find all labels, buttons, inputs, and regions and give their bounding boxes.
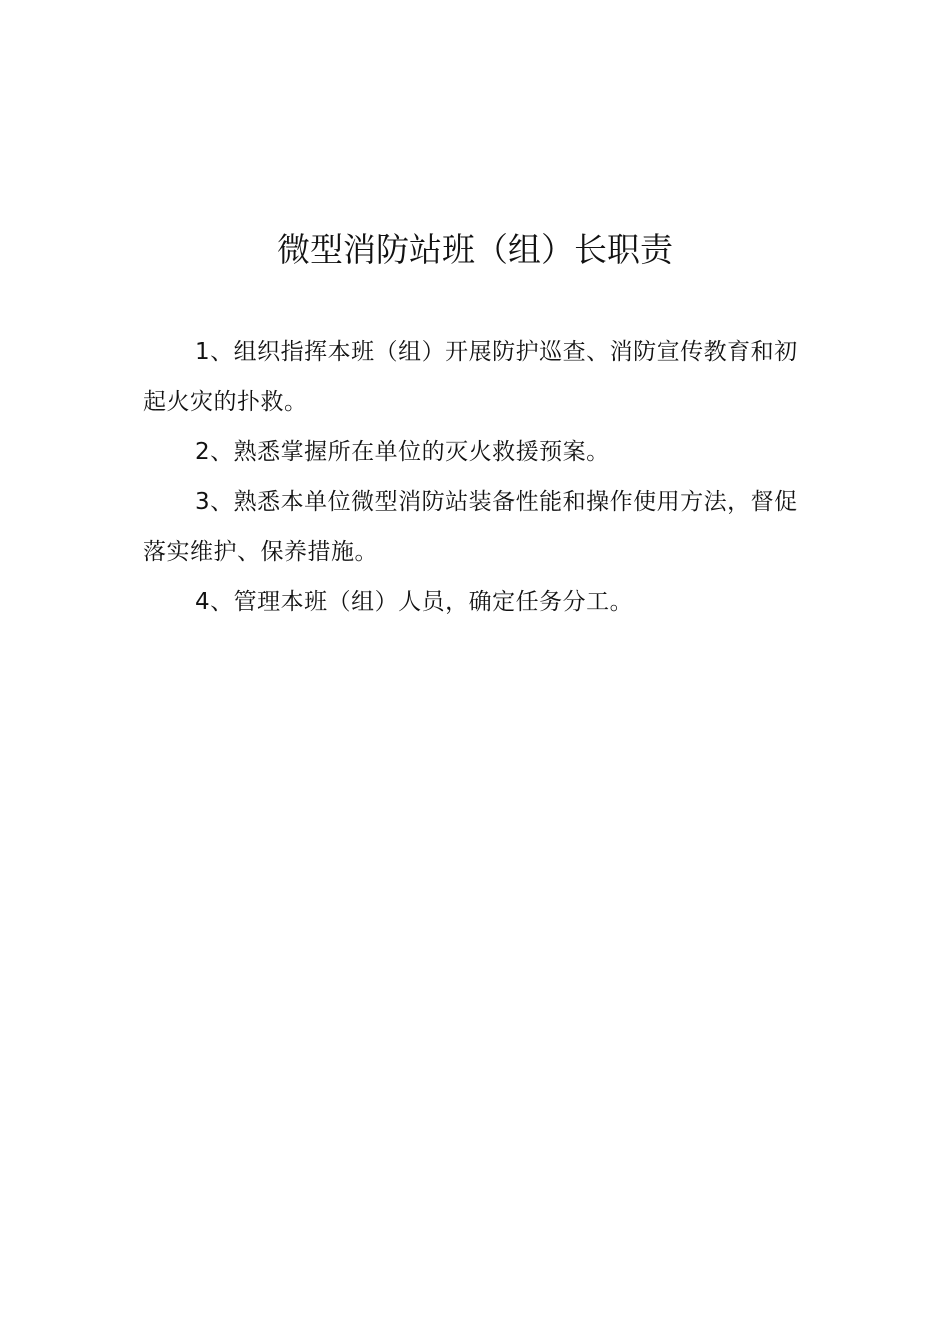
document-title: 微型消防站班（组）长职责 xyxy=(277,230,673,269)
duty-item-3: 3、熟悉本单位微型消防站装备性能和操作使用方法，督促落实维护、保养措施。 xyxy=(143,489,798,565)
duty-item-2: 2、熟悉掌握所在单位的灭火救援预案。 xyxy=(195,439,610,465)
duty-item-1: 1、组织指挥本班（组）开展防护巡查、消防宣传教育和初起火灾的扑救。 xyxy=(143,339,798,415)
duties-list xyxy=(143,327,813,627)
duty-item-4: 4、管理本班（组）人员，确定任务分工。 xyxy=(195,589,634,615)
